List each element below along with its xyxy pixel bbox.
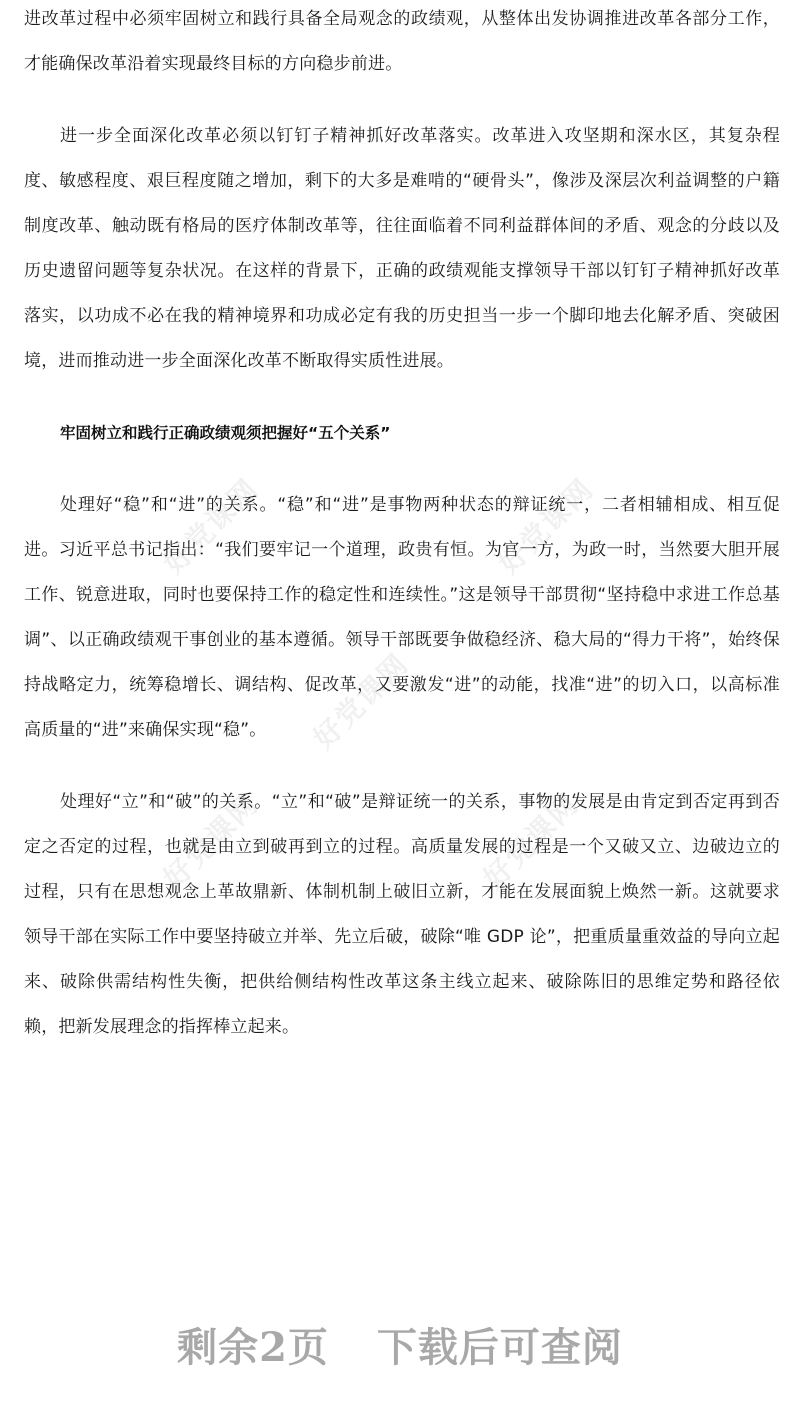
- paragraph: 处理好“稳”和“进”的关系。“稳”和“进”是事物两种状态的辩证统一，二者相辅相成、相互促进。习近平总书记指出：“我们要牢记一个道理，政贵有恒。为官一方，为政一时，当然要大胆开展工作、锐意进取，同时也要保持工作的稳定性和连续性。”这是领导干部贯彻“坚持稳中求进工作总基调”、以正确政绩观干事创业的基本遵循。领导干部既要争做稳经济、稳大局的“得力干将”，始终保持战略定力，统筹稳增长、调结构、促改革，又要激发“进”的动能，找准“进”的切入口，以高标准高质量的“进”来确保实现“稳”。: [24, 495, 780, 740]
- watermark: 好党课网: [156, 471, 266, 581]
- watermark: 好党课网: [491, 471, 601, 581]
- document-body: [24, 0, 780, 1050]
- download-to-view-label[interactable]: 下载后可查阅: [376, 1324, 623, 1371]
- remaining-pages-label: 剩余2页: [177, 1324, 329, 1371]
- paragraph: 进一步全面深化改革必须以钉钉子精神抓好改革落实。改革进入攻坚期和深水区，其复杂程度、敏感程度、艰巨程度随之增加，剩下的大多是难啃的“硬骨头”，像涉及深层次利益调整的户籍制度改革、触动既有格局的医疗体制改革等，往往面临着不同利益群体间的矛盾、观念的分歧以及历史遗留问题等复杂状况。在这样的背景下，正确的政绩观能支撑领导干部以钉钉子精神抓好改革落实，以功成不必在我的精神境界和功成必定有我的历史担当一步一个脚印地去化解矛盾、突破困境，进而推动进一步全面深化改革不断取得实质性进展。: [24, 126, 780, 371]
- paragraph-continuation: 进改革过程中必须牢固树立和践行具备全局观念的政绩观，从整体出发协调推进改革各部分工作，才能确保改革沿着实现最终目标的方向稳步前进。: [24, 9, 780, 74]
- watermark: 好党课网: [156, 786, 266, 896]
- watermark: 好党课网: [306, 646, 416, 756]
- section-heading: 牢固树立和践行正确政绩观须把握好“五个关系”: [60, 424, 391, 442]
- paragraph: 处理好“立”和“破”的关系。“立”和“破”是辩证统一的关系，事物的发展是由肯定到否定再到否定之否定的过程，也就是由立到破再到立的过程。高质量发展的过程是一个又破又立、边破边立的过程，只有在思想观念上革故鼎新、体制机制上破旧立新，才能在发展面貌上焕然一新。这就要求领导干部在实际工作中要坚持破立并举、先立后破，破除“唯 GDP 论”，把重质量重效益的导向立起来、破除供需结构性失衡，把供给侧结构性改革这条主线立起来、破除陈旧的思维定势和路径依赖，把新发展理念的指挥棒立起来。: [24, 792, 780, 1037]
- watermark: 好党课网: [476, 786, 586, 896]
- download-prompt-banner[interactable]: [0, 1316, 800, 1373]
